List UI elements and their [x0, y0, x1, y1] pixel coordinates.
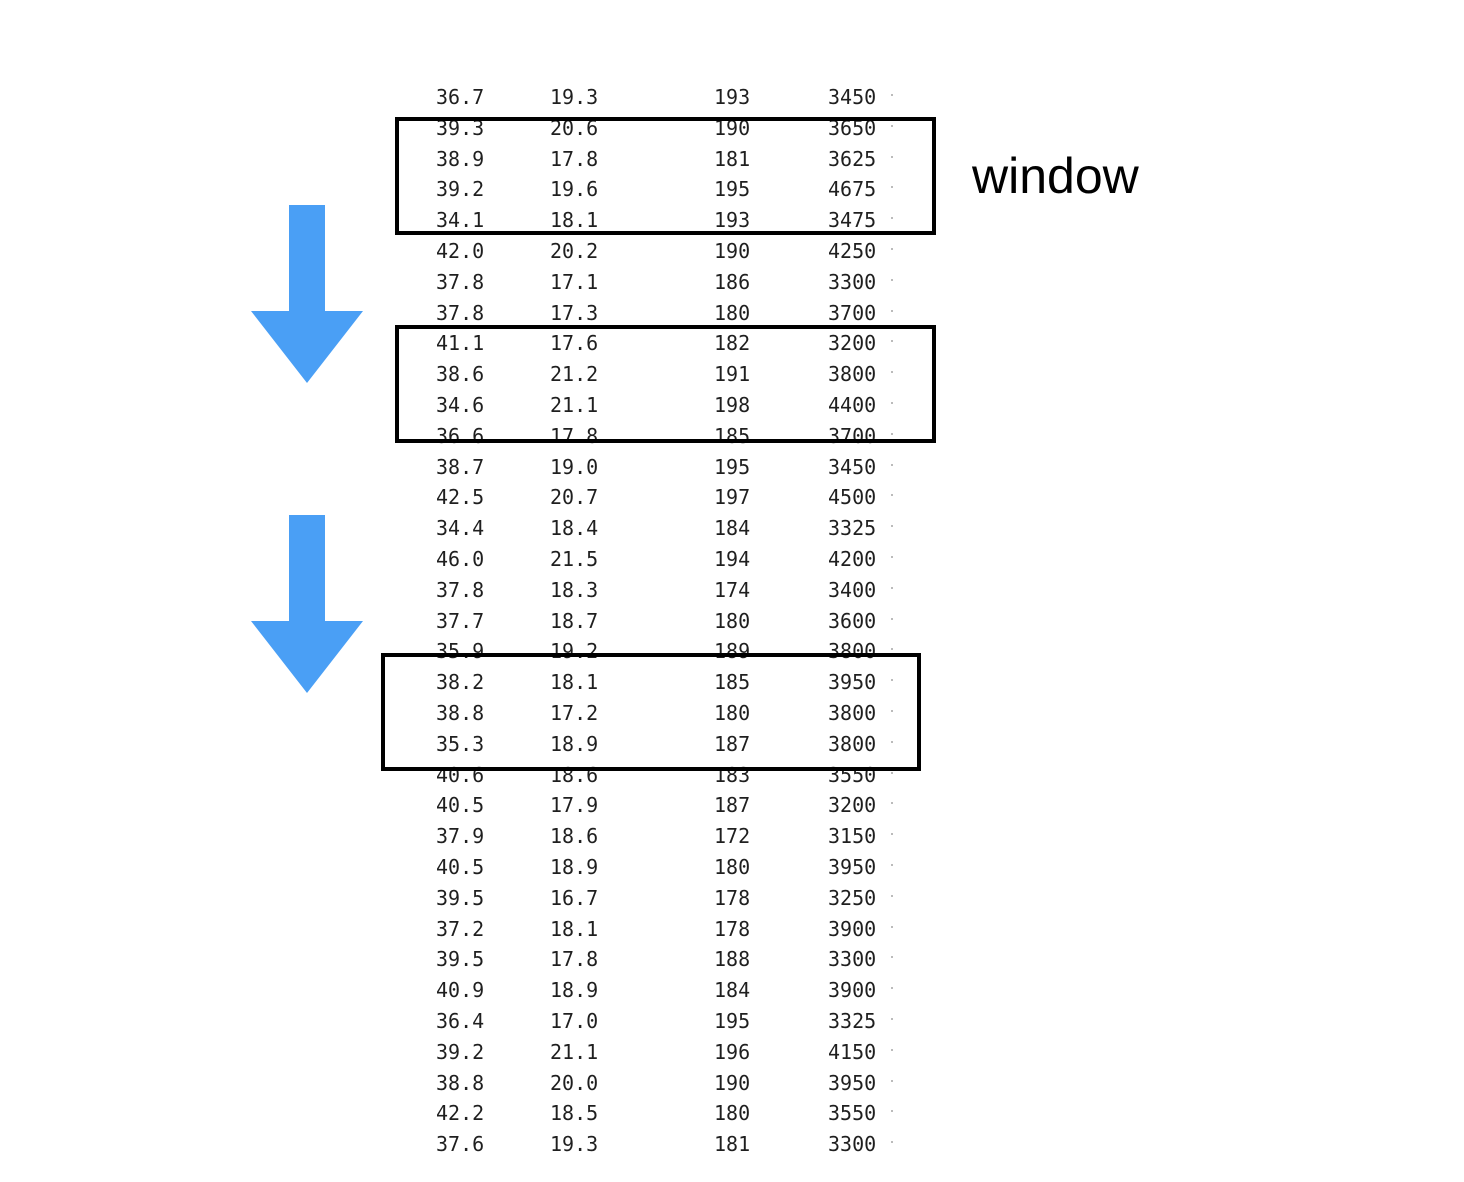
table-cell: 3325 — [828, 1009, 877, 1033]
row-end-mark — [891, 494, 893, 496]
table-cell: 197 — [714, 485, 751, 510]
table-row — [0, 1006, 1464, 1037]
table-cell: 178 — [714, 916, 751, 941]
table-row — [0, 513, 1464, 544]
table-cell: 38.9 — [436, 146, 485, 171]
row-end-mark — [891, 556, 893, 558]
table-cell: 3950 — [828, 1070, 877, 1095]
table-cell: 188 — [714, 947, 751, 972]
table-cell: 40.9 — [436, 978, 485, 1003]
table-cell: 41.1 — [436, 331, 485, 356]
table-cell: 180 — [714, 608, 751, 633]
row-end-mark — [891, 926, 893, 928]
table-cell: 37.8 — [436, 269, 485, 294]
table-cell: 190 — [714, 239, 751, 263]
table-cell: 18.1 — [550, 208, 599, 233]
table-cell: 184 — [714, 978, 751, 1003]
table-row — [0, 452, 1464, 483]
table-row — [0, 298, 1464, 329]
table-cell: 3450 — [828, 454, 877, 479]
table-cell: 3300 — [828, 947, 877, 972]
table-cell: 178 — [714, 885, 751, 910]
table-cell: 40.5 — [436, 793, 485, 818]
table-cell: 17.1 — [550, 269, 599, 294]
table-row — [0, 944, 1464, 975]
table-cell: 39.5 — [436, 947, 485, 972]
row-end-mark — [891, 833, 893, 835]
table-cell: 18.3 — [550, 577, 599, 602]
table-cell: 174 — [714, 577, 751, 602]
table-cell: 3325 — [828, 516, 877, 541]
table-cell: 4675 — [828, 177, 877, 202]
table-cell: 3475 — [828, 208, 877, 233]
table-cell: 4400 — [828, 393, 877, 417]
table-cell: 3300 — [828, 269, 877, 294]
table-cell: 3800 — [828, 731, 877, 756]
row-end-mark — [891, 864, 893, 866]
table-cell: 3800 — [828, 701, 877, 725]
table-cell: 17.8 — [550, 423, 599, 448]
table-row — [0, 236, 1464, 267]
table-cell: 185 — [714, 670, 751, 695]
table-cell: 3700 — [828, 423, 877, 448]
table-row — [0, 1037, 1464, 1068]
table-cell: 3200 — [828, 793, 877, 818]
arrow-down-icon — [249, 205, 365, 385]
table-cell: 19.3 — [550, 85, 599, 109]
table-cell: 34.6 — [436, 393, 485, 417]
row-end-mark — [891, 956, 893, 958]
table-cell: 3950 — [828, 670, 877, 695]
table-cell: 17.8 — [550, 146, 599, 171]
table-cell: 195 — [714, 454, 751, 479]
table-cell: 37.6 — [436, 1132, 485, 1157]
table-cell: 180 — [714, 1101, 751, 1126]
table-cell: 21.5 — [550, 547, 599, 571]
table-cell: 40.5 — [436, 855, 485, 879]
table-cell: 37.8 — [436, 577, 485, 602]
table-cell: 180 — [714, 300, 751, 325]
table-cell: 39.2 — [436, 177, 485, 202]
table-cell: 19.2 — [550, 639, 599, 664]
table-cell: 183 — [714, 762, 751, 787]
table-cell: 4200 — [828, 547, 877, 571]
table-cell: 3600 — [828, 608, 877, 633]
table-cell: 4250 — [828, 239, 877, 263]
row-end-mark — [891, 279, 893, 281]
table-cell: 35.3 — [436, 731, 485, 756]
table-cell: 37.2 — [436, 916, 485, 941]
table-row — [0, 975, 1464, 1006]
table-cell: 193 — [714, 85, 751, 109]
row-end-mark — [891, 94, 893, 96]
table-cell: 3800 — [828, 639, 877, 664]
table-cell: 195 — [714, 177, 751, 202]
table-cell: 3900 — [828, 916, 877, 941]
table-cell: 18.9 — [550, 855, 599, 879]
table-cell: 3200 — [828, 331, 877, 356]
table-cell: 3650 — [828, 115, 877, 140]
table-cell: 3900 — [828, 978, 877, 1003]
table-cell: 187 — [714, 731, 751, 756]
table-cell: 34.4 — [436, 516, 485, 541]
row-end-mark — [891, 587, 893, 589]
table-cell: 20.2 — [550, 239, 599, 263]
table-cell: 18.1 — [550, 916, 599, 941]
table-cell: 38.2 — [436, 670, 485, 695]
table-cell: 3400 — [828, 577, 877, 602]
table-row — [0, 1129, 1464, 1160]
table-cell: 18.6 — [550, 824, 599, 849]
row-end-mark — [891, 1049, 893, 1051]
table-cell: 36.4 — [436, 1009, 485, 1033]
table-row — [0, 267, 1464, 298]
table-cell: 18.5 — [550, 1101, 599, 1126]
table-cell: 38.7 — [436, 454, 485, 479]
table-cell: 184 — [714, 516, 751, 541]
table-cell: 38.8 — [436, 1070, 485, 1095]
table-cell: 3950 — [828, 855, 877, 879]
table-cell: 42.2 — [436, 1101, 485, 1126]
table-row — [0, 544, 1464, 575]
row-end-mark — [891, 987, 893, 989]
table-cell: 196 — [714, 1039, 751, 1064]
table-cell: 17.2 — [550, 701, 599, 725]
table-cell: 185 — [714, 423, 751, 448]
table-row — [0, 482, 1464, 513]
arrow-down-icon — [249, 515, 365, 695]
row-end-mark — [891, 248, 893, 250]
table-cell: 18.6 — [550, 762, 599, 787]
table-cell: 3150 — [828, 824, 877, 849]
table-cell: 38.6 — [436, 362, 485, 387]
table-cell: 18.9 — [550, 978, 599, 1003]
table-cell: 46.0 — [436, 547, 485, 571]
table-cell: 3250 — [828, 885, 877, 910]
table-cell: 193 — [714, 208, 751, 233]
table-cell: 17.3 — [550, 300, 599, 325]
table-row — [0, 1068, 1464, 1099]
table-cell: 37.9 — [436, 824, 485, 849]
window-box-3 — [381, 653, 921, 771]
table-row — [0, 790, 1464, 821]
window-label: window — [972, 148, 1139, 204]
table-cell: 182 — [714, 331, 751, 356]
window-box-2 — [395, 325, 936, 443]
row-end-mark — [891, 772, 893, 774]
table-cell: 194 — [714, 547, 751, 571]
table-cell: 3450 — [828, 85, 877, 109]
table-cell: 39.2 — [436, 1039, 485, 1064]
table-row — [0, 1098, 1464, 1129]
table-cell: 187 — [714, 793, 751, 818]
row-end-mark — [891, 464, 893, 466]
table-cell: 181 — [714, 1132, 751, 1157]
table-cell: 38.8 — [436, 701, 485, 725]
table-cell: 191 — [714, 362, 751, 387]
table-cell: 17.0 — [550, 1009, 599, 1033]
row-end-mark — [891, 1080, 893, 1082]
table-cell: 18.4 — [550, 516, 599, 541]
table-cell: 4150 — [828, 1039, 877, 1064]
table-cell: 3625 — [828, 146, 877, 171]
table-cell: 190 — [714, 1070, 751, 1095]
table-cell: 3550 — [828, 762, 877, 787]
table-cell: 34.1 — [436, 208, 485, 233]
table-cell: 186 — [714, 269, 751, 294]
table-cell: 16.7 — [550, 885, 599, 910]
table-cell: 39.5 — [436, 885, 485, 910]
table-cell: 36.6 — [436, 423, 485, 448]
table-cell: 35.9 — [436, 639, 485, 664]
table-cell: 190 — [714, 115, 751, 140]
row-end-mark — [891, 1141, 893, 1143]
window-box-1 — [395, 117, 936, 235]
table-cell: 17.8 — [550, 947, 599, 972]
table-cell: 19.3 — [550, 1132, 599, 1157]
table-cell: 20.0 — [550, 1070, 599, 1095]
table-cell: 4500 — [828, 485, 877, 510]
table-row — [0, 821, 1464, 852]
table-row — [0, 883, 1464, 914]
table-cell: 18.7 — [550, 608, 599, 633]
table-cell: 18.1 — [550, 670, 599, 695]
table-cell: 180 — [714, 701, 751, 725]
table-cell: 3700 — [828, 300, 877, 325]
table-cell: 3300 — [828, 1132, 877, 1157]
table-cell: 21.1 — [550, 393, 599, 417]
table-cell: 39.3 — [436, 115, 485, 140]
table-cell: 3550 — [828, 1101, 877, 1126]
table-cell: 42.5 — [436, 485, 485, 510]
table-cell: 189 — [714, 639, 751, 664]
table-cell: 40.6 — [436, 762, 485, 787]
table-cell: 18.9 — [550, 731, 599, 756]
row-end-mark — [891, 802, 893, 804]
table-row — [0, 914, 1464, 945]
table-cell: 37.8 — [436, 300, 485, 325]
table-cell: 19.0 — [550, 454, 599, 479]
table-cell: 21.1 — [550, 1039, 599, 1064]
table-row — [0, 606, 1464, 637]
table-cell: 36.7 — [436, 85, 485, 109]
row-end-mark — [891, 525, 893, 527]
table-cell: 42.0 — [436, 239, 485, 263]
table-row — [0, 575, 1464, 606]
row-end-mark — [891, 895, 893, 897]
row-end-mark — [891, 1110, 893, 1112]
table-cell: 172 — [714, 824, 751, 849]
table-cell: 17.6 — [550, 331, 599, 356]
table-cell: 20.6 — [550, 115, 599, 140]
table-cell: 17.9 — [550, 793, 599, 818]
row-end-mark — [891, 618, 893, 620]
row-end-mark — [891, 1018, 893, 1020]
table-cell: 181 — [714, 146, 751, 171]
table-cell: 19.6 — [550, 177, 599, 202]
row-end-mark — [891, 648, 893, 650]
table-cell: 21.2 — [550, 362, 599, 387]
table-row — [0, 852, 1464, 883]
table-cell: 195 — [714, 1009, 751, 1033]
table-cell: 20.7 — [550, 485, 599, 510]
table-cell: 3800 — [828, 362, 877, 387]
table-cell: 37.7 — [436, 608, 485, 633]
table-cell: 198 — [714, 393, 751, 417]
table-row — [0, 82, 1464, 113]
table-cell: 180 — [714, 855, 751, 879]
row-end-mark — [891, 310, 893, 312]
